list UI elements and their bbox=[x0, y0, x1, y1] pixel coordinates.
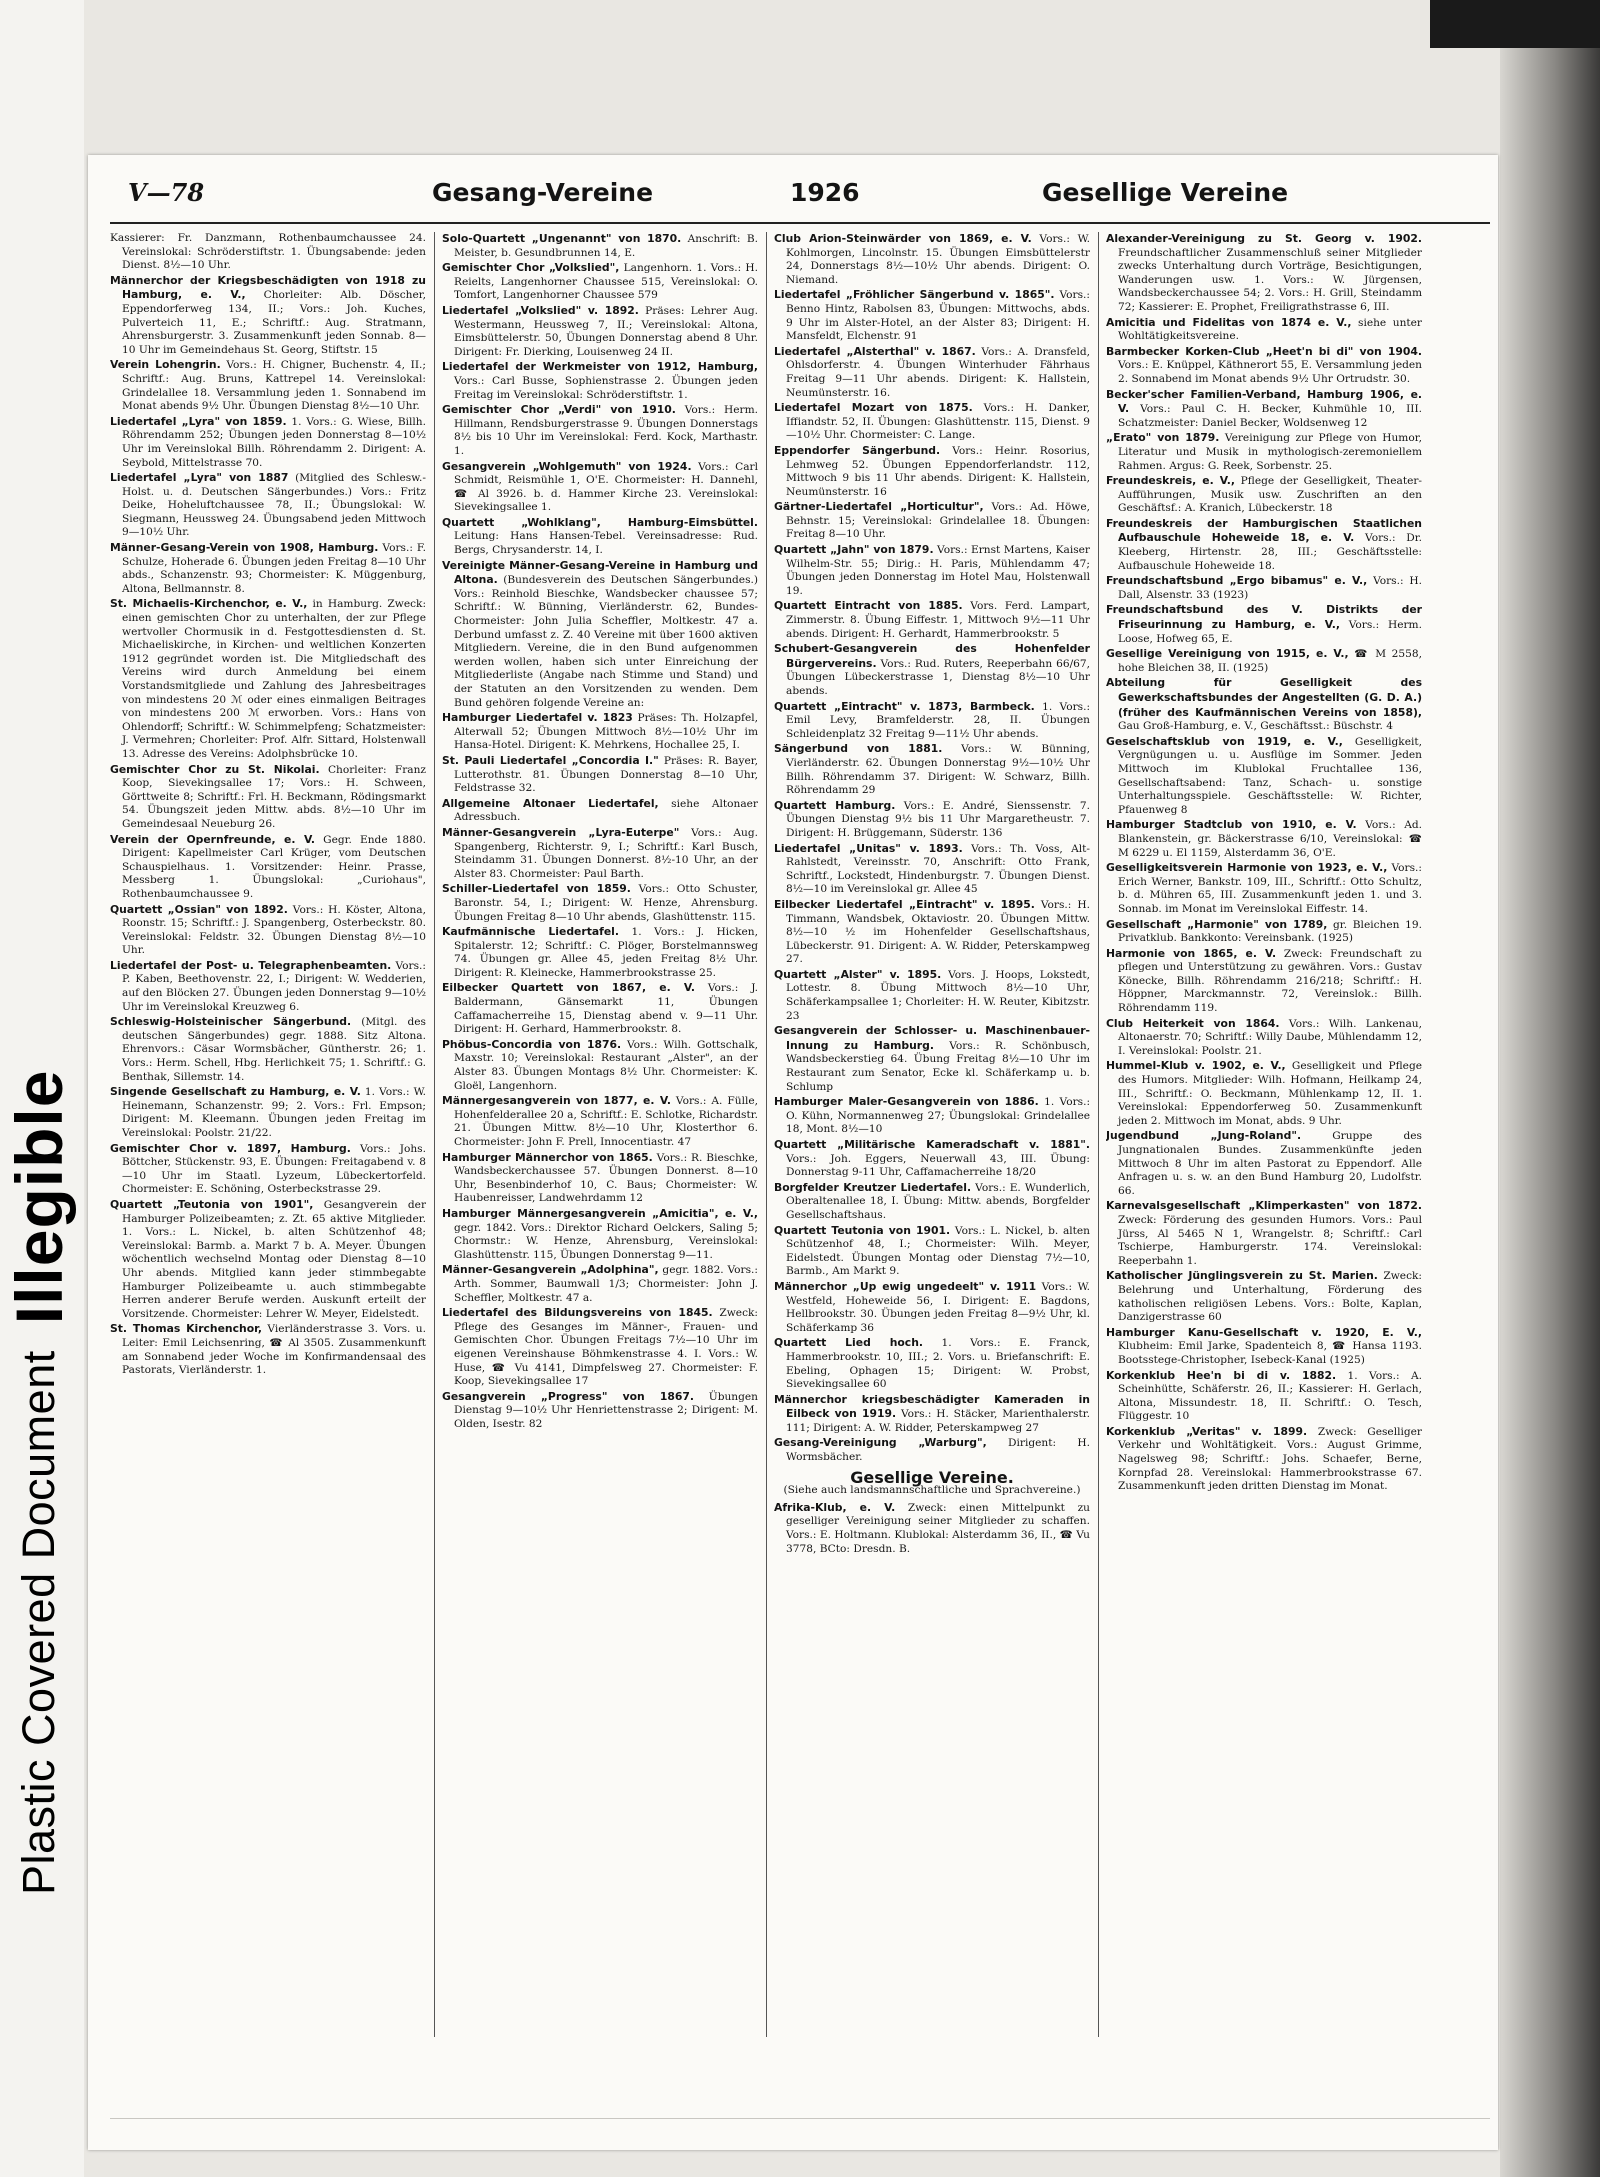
scan-dark-corner bbox=[1430, 0, 1600, 48]
entry-title: Amicitia und Fidelitas von 1874 e. V., bbox=[1106, 315, 1352, 329]
entry-text: Vors.: H. Köster, Altona, Roonstr. 15; Schriftf.: J. Spangenberg, Osterbeckstr. 80. Vereinslokal: Feldstr. 32. Übungen Dienstag 8½—10 Uhr. bbox=[122, 903, 426, 957]
entry-text: Vors.: Aug. Spangenberg, Richterstr. 9, I.; Schriftf.: Karl Busch, Steindamm 31. Übungen Donnerst. 8½-10 Uhr, an der Alster 83. Chormeister: Paul Barth. bbox=[454, 826, 758, 880]
page-year: 1926 bbox=[790, 178, 860, 207]
entry-title: Geselschaftsklub von 1919, e. V., bbox=[1106, 734, 1343, 748]
directory-entry bbox=[774, 968, 1090, 1023]
entry-title: Hamburger Maler-Gesangverein von 1886. bbox=[774, 1095, 1039, 1109]
entry-title: Quartett Teutonia von 1901. bbox=[774, 1223, 951, 1237]
directory-entry bbox=[442, 1151, 758, 1206]
directory-entry bbox=[1106, 647, 1422, 675]
directory-entry bbox=[1106, 1129, 1422, 1198]
directory-entry bbox=[442, 711, 758, 753]
entry-title: Männerchor kriegsbeschädigter Kameraden in Eilbeck von 1919. bbox=[774, 1392, 1090, 1421]
directory-entry bbox=[774, 1224, 1090, 1279]
entry-text: Übungen Dienstag 9—10½ Uhr Henriettenstrasse 2; Dirigent: M. Olden, Isestr. 82 bbox=[454, 1390, 758, 1430]
entry-title: Afrika-Klub, e. V. bbox=[774, 1500, 896, 1514]
directory-entry bbox=[1106, 574, 1422, 602]
entry-title: Gesangverein „Progress" von 1867. bbox=[442, 1389, 695, 1403]
entry-text: 1. Vors.: O. Kühn, Normannenweg 27; Übungslokal: Grindelallee 18, Mont. 8½—10 bbox=[786, 1096, 1090, 1136]
entry-title: Quartett „Eintracht" v. 1873, Barmbeck. bbox=[774, 699, 1035, 713]
directory-entry bbox=[110, 833, 426, 902]
entry-text: Vors.: Ad. Blankenstein, gr. Bäckerstrasse 6/10, Vereinslokal: ☎ M 6229 u. El 1159, Alsterdamm 36, O'E. bbox=[1118, 819, 1422, 859]
entry-title: Borgfelder Kreutzer Liedertafel. bbox=[774, 1180, 972, 1194]
directory-entry bbox=[110, 541, 426, 596]
scanner-sidebar bbox=[0, 0, 84, 2177]
entry-text: ☎ M 2558, hohe Bleichen 38, II. (1925) bbox=[1118, 648, 1422, 674]
entry-text: Gesangverein der Hamburger Polizeibeamten; z. Zt. 65 aktive Mitglieder. 1. Vors.: L. Nickel, b. alten Schützenhof 48; Vereinslokal: Barmb. a. Markt 7 b. A. Meyer. Übungen wöchentlich wechselnd Montag oder Dienstag 8—10 Uhr abends. Mitglied kann jeder stimmbegabte Hamburger Polizeibeamte u. auch stimmbegabte Herren anderer Berufe werden. Auskunft erteilt der Vorsitzende. Chormeister: Lehrer W. Meyer, Eidelstedt. bbox=[122, 1198, 426, 1320]
directory-entry bbox=[110, 471, 426, 540]
entry-title: Gesangverein „Wohlgemuth" von 1924. bbox=[442, 459, 692, 473]
directory-entry bbox=[442, 826, 758, 881]
entry-text: Freundschaftlicher Zusammenschluß seiner Mitglieder zwecks Unterhaltung durch Vorträge, Besichtigungen, Wanderungen usw. 1. Vors.: W. Jürgensen, Wandsbeckerchaussee 54; 2. Vors.: H. Grill, Steindamm 72; Kassierer: E. Prophet, Freiligrathstrasse 6, III. bbox=[1118, 246, 1422, 313]
column-divider bbox=[434, 232, 435, 2037]
directory-entry bbox=[774, 1095, 1090, 1137]
directory-entry bbox=[1106, 1369, 1422, 1424]
entry-text: Vors.: Benno Hintz, Rabolsen 83, Übungen: Mittwochs, abds. 9 Uhr im Alster-Hotel, an der Alster 83; Dirigent: H. Mansfeldt, Elchenstr. 91 bbox=[786, 289, 1090, 343]
entry-text: Gegr. Ende 1880. Dirigent: Kapellmeister Carl Krüger, vom Deutschen Schauspielhaus. 1. Vorsitzender: Heinr. Prasse, Messberg 1. Übungslokal: „Curiohaus", Rothenbaumchaussee 9. bbox=[122, 833, 426, 900]
entry-title: Vereinigte Männer-Gesang-Vereine in Hamburg und Altona. bbox=[442, 558, 758, 587]
directory-entry bbox=[442, 1263, 758, 1305]
entry-text: Vors.: Ad. Höwe, Behnstr. 15; Vereinslokal: Grindelallee 18. Übungen: Freitag 8—10 Uhr. bbox=[786, 501, 1090, 541]
directory-entry bbox=[110, 1322, 426, 1377]
entry-title: „Erato" von 1879. bbox=[1106, 431, 1220, 445]
entry-text: Vors.: H. Dall, Alsenstr. 33 (1923) bbox=[1118, 575, 1422, 601]
entry-text: 1. Vors.: G. Wiese, Billh. Röhrendamm 252; Übungen jeden Donnerstag 8—10½ Uhr im Vereinslokal Billh. Röhrendamm 2. Dirigent: A. Seybold, Mittelstrasse 70. bbox=[122, 415, 426, 469]
entry-text: Vors.: Th. Voss, Alt-Rahlstedt, Vereinsstr. 70, Anschrift: Otto Frank, Schriftf., Lockstedt, Hindenburgstr. 7. Übungen Dienst. 8½—10 im Vereinslokal gr. Allee 45 bbox=[786, 842, 1090, 896]
entry-title: Liedertafel „Lyra" von 1887 bbox=[110, 471, 289, 485]
directory-entry bbox=[442, 261, 758, 303]
entry-title: Katholischer Jünglingsverein zu St. Marien. bbox=[1106, 1269, 1378, 1283]
entry-text: Vors.: Herm. Loose, Hofweg 65, E. bbox=[1118, 619, 1422, 645]
directory-entry bbox=[1106, 431, 1422, 473]
directory-entry bbox=[774, 1280, 1090, 1335]
entry-title: Liedertafel der Werkmeister von 1912, Hamburg, bbox=[442, 360, 758, 374]
directory-entry bbox=[774, 444, 1090, 499]
directory-entry bbox=[1106, 1326, 1422, 1368]
entry-title: Allgemeine Altonaer Liedertafel, bbox=[442, 796, 659, 810]
entry-title: Hummel-Klub v. 1902, e. V., bbox=[1106, 1059, 1286, 1073]
page-bottom-edge bbox=[110, 2118, 1490, 2119]
entry-text: Zweck: Belehrung und Unterhaltung, Förderung des katholischen religiösen Lebens. Vors.: Bolte, Kaplan, Danzigerstrasse 60 bbox=[1118, 1270, 1422, 1324]
entry-title: Männer-Gesang-Verein von 1908, Hamburg. bbox=[110, 541, 379, 555]
directory-entry bbox=[1106, 316, 1422, 344]
directory-entry bbox=[1106, 1017, 1422, 1059]
entry-title: Quartett „Militärische Kameradschaft v. 1881". bbox=[774, 1138, 1090, 1151]
entry-text: Vors.: Paul C. H. Becker, Kuhmühle 10, III. Schatzmeister: Daniel Becker, Woldsenweg 12 bbox=[1118, 403, 1422, 429]
text-column-3 bbox=[774, 232, 1090, 2037]
entry-title: Eilbecker Liedertafel „Eintracht" v. 1895. bbox=[774, 897, 1035, 911]
entry-text: Klubheim: Emil Jarke, Spadenteich 8, ☎ Hansa 1193. Bootsstege-Christopher, Isebeck-Kanal (1925) bbox=[1118, 1340, 1422, 1366]
entry-text: Vors.: Carl Schmidt, Reismühle 1, O'E. Chormeister: H. Dannehl, ☎ Al 3926. b. d. Hammer Kirche 23. Vereinslokal: Sievekingsallee 1. bbox=[454, 460, 758, 514]
directory-entry bbox=[442, 925, 758, 980]
entry-text: Vors.: E. Knüppel, Käthnerort 55, E. Versammlung jeden 2. Sonnabend im Monat abends 9½ Uhr Ortrudstr. 30. bbox=[1118, 359, 1422, 385]
directory-entry bbox=[442, 1207, 758, 1262]
entry-title: Quartett Eintracht von 1885. bbox=[774, 599, 963, 613]
entry-text: 1. Vors.: J. Hicken, Spitalerstr. 12; Schriftf.: C. Plöger, Borstelmannsweg 74. Übungen gr. Allee 45, jeden Freitag 8½ Uhr. Dirigent: R. Kleinecke, Hammerbrookstrasse 25. bbox=[454, 926, 758, 979]
directory-entry bbox=[1106, 603, 1422, 646]
entry-text: Vors.: Erich Werner, Bankstr. 109, III., Schriftf.: Otto Schultz, b. d. Mühren 65, III. Zusammenkunft jeden 1. und 3. Sonnab. im Monat im Vereinslokal Eiffestr. 14. bbox=[1118, 862, 1422, 915]
directory-entry bbox=[774, 642, 1090, 698]
entry-text: Vierländerstrasse 3. Vors. u. Leiter: Emil Leichsenring, ☎ Al 3505. Zusammenkunft am Sonnabend jeder Woche im Konfirmandensaal des Pastorats, Vierländerstr. 1. bbox=[122, 1323, 426, 1377]
entry-title: Verein Lohengrin. bbox=[110, 358, 221, 372]
entry-title: Schleswig-Holsteinischer Sängerbund. bbox=[110, 1015, 352, 1029]
entry-text: in Hamburg. Zweck: einen gemischten Chor zu unterhalten, der zur Pflege wertvoller Chormusik in d. Festgottesdiensten d. St. Michaeliskirche, in Kirchen- und weltlichen Konzerten 1912 gegründet worden ist. Die Mitgliedschaft des Vereins wird durch Anmeldung bei einem Vorstandsmitgliede und Zahlung des Jahresbeitrages von mindestens 20 ℳ oder eines einmaligen Beitrages von mindestens 200 ℳ erworben. Vors.: Hans von Ohlendorff; Schriftf.: W. Schimmelpfeng; Schatzmeister: J. Vermehren; Chorleiter: Prof. Alfr. Sittard, Holstenwall 13. Adresse des Vereins: Adolphsbrücke 10. bbox=[122, 598, 426, 760]
entry-title: Liedertafel „Volkslied" v. 1892. bbox=[442, 303, 639, 317]
entry-text: Vors.: P. Kaben, Beethovenstr. 22, I.; Dirigent: W. Wedderien, auf den Blöcken 27. Übungen jeden Donnerstag 9—10½ Uhr im Vereinslokal Kreuzweg 6. bbox=[122, 959, 426, 1013]
section-title-right: Gesellige Vereine bbox=[1042, 178, 1289, 207]
directory-entry bbox=[1106, 735, 1422, 818]
directory-entry bbox=[1106, 1199, 1422, 1268]
entry-title: Liedertafel des Bildungsvereins von 1845. bbox=[442, 1306, 713, 1320]
entry-title: Männer-Gesangverein „Adolphina", bbox=[442, 1263, 659, 1277]
entry-text: Geselligkeit, Vergnügungen u. u. Ausflüge im Sommer. Jeden Mittwoch im Klublokal Fruchtallee 136, Gesellschaftsabend: Tanz, Schach- u. sonstige Unterhaltungsspiele. Geschäftsstelle: W. Richter, Pfauenweg 8 bbox=[1118, 735, 1422, 816]
entry-title: Gesangverein der Schlosser- u. Maschinenbauer-Innung zu Hamburg. bbox=[774, 1024, 1090, 1052]
entry-text: Vors.: Rud. Ruters, Reeperbahn 66/67, Übungen Lübeckerstrasse 1, Dienstag 8½—10 Uhr abends. bbox=[786, 657, 1090, 697]
entry-text: Pflege der Geselligkeit, Theater-Aufführungen, Musik usw. Zuschriften an den Geschäftsf.: A. Kranich, Lübeckerstr. 18 bbox=[1118, 475, 1422, 515]
directory-entry bbox=[774, 1336, 1090, 1391]
entry-title: Karnevalsgesellschaft „Klimperkasten" von 1872. bbox=[1106, 1199, 1422, 1213]
header-rule bbox=[110, 222, 1490, 224]
entry-text: Vors.: Herm. Hillmann, Rendsburgerstrasse 9. Übungen Donnerstags 8½ bis 10 Uhr im Vereinslokal: Ferd. Kock, Marthastr. 1. bbox=[454, 404, 758, 457]
entry-text: Vors.: H. Timmann, Wandsbek, Oktaviostr. 20. Übungen Mittw. 8½—10 ½ im Hohenfelder Gesellschaftshaus, Lübeckerstr. 91. Dirigent: A. W. Ridder, Peterskampweg 27. bbox=[786, 898, 1090, 966]
directory-entry bbox=[442, 460, 758, 515]
entry-text: Vors.: H. Chigner, Buchenstr. 4, II.; Schriftf.: Aug. Bruns, Kattrepel 14. Vereinslokal: Grindelallee 18. Versammlung jeden 1. Sonnabend im Monat abends 9½ Uhr. Übungen Dienstag 8½—10 Uhr. bbox=[122, 359, 426, 413]
entry-text: Zweck: Förderung des gesunden Humors. Vors.: Paul Jürss, Al 5465 N 1, Wrangelstr. 8; Schriftf.: Carl Tschierpe, Hamburgerstr. 174. Vereinslokal: Reeperbahn 1. bbox=[1118, 1213, 1422, 1267]
entry-text: Vors.: F. Schulze, Hoherade 6. Übungen jeden Freitag 8—10 Uhr abds., Schanzenstr. 93; Chormeister: K. Müggenburg, Altona, Bellmannstr. 8. bbox=[122, 542, 426, 595]
directory-entry bbox=[774, 742, 1090, 797]
entry-title: Quartett „Alster" v. 1895. bbox=[774, 967, 942, 981]
directory-entry bbox=[442, 360, 758, 402]
entry-text: 1. Vors.: Emil Levy, Bramfelderstr. 28, II. Übungen Schleidenplatz 32 Freitag 9—11½ Uhr abends. bbox=[786, 700, 1090, 740]
entry-title: Gärtner-Liedertafel „Horticultur", bbox=[774, 500, 984, 514]
entry-title: Gemischter Chor v. 1897, Hamburg. bbox=[110, 1141, 351, 1155]
directory-entry bbox=[110, 1015, 426, 1084]
entry-title: Gesellige Vereinigung von 1915, e. V., bbox=[1106, 647, 1349, 661]
entry-title: Männergesangverein von 1877, e. V. bbox=[442, 1094, 671, 1108]
entry-title: Freundschaftsbund „Ergo bibamus" e. V., bbox=[1106, 574, 1368, 588]
entry-text: gegr. 1882. Vors.: Arth. Sommer, Baumwall 1/3; Chormeister: John J. Scheffler, Moltkestr. 47 a. bbox=[454, 1264, 758, 1304]
directory-entry bbox=[110, 1198, 426, 1321]
entry-text: Vors.: H. Danker, Iffiandstr. 52, II. Übungen: Glashüttenstr. 115, Dienst. 9—10½ Uhr. Chormeister: C. Lange. bbox=[786, 402, 1090, 442]
entry-title: Hamburger Männergesangverein „Amicitia", e. V., bbox=[442, 1206, 758, 1220]
directory-entry bbox=[442, 1094, 758, 1149]
directory-entry bbox=[1106, 676, 1422, 733]
entry-text: Vors.: Dr. Kleeberg, Hirtenstr. 28, III.; Geschäftsstelle: Aufbauschule Hoheweide 18. bbox=[1118, 532, 1422, 572]
entry-title: Gesang-Vereinigung „Warburg", bbox=[774, 1436, 987, 1450]
directory-entry bbox=[442, 304, 758, 359]
column-divider bbox=[766, 232, 767, 2037]
entry-title: Hamburger Männerchor von 1865. bbox=[442, 1150, 653, 1164]
entry-title: Club Heiterkeit von 1864. bbox=[1106, 1016, 1280, 1030]
entry-title: Liedertafel „Alsterthal" v. 1867. bbox=[774, 344, 976, 358]
entry-text: siehe Altonaer Adressbuch. bbox=[454, 797, 758, 824]
directory-entry bbox=[1106, 345, 1422, 387]
entry-title: Schubert-Gesangverein des Hohenfelder Bürgervereins. bbox=[774, 642, 1090, 670]
directory-entry bbox=[110, 1085, 426, 1140]
entry-title: Liedertafel „Lyra" von 1859. bbox=[110, 414, 287, 428]
entry-text: 1. Vors.: A. Scheinhütte, Schäferstr. 26, II.; Kassierer: H. Gerlach, Altona, Missundestr. 18, II. Schriftf.: O. Tesch, Flüggestr. 10 bbox=[1118, 1369, 1422, 1423]
entry-text: gegr. 1842. Vors.: Direktor Richard Oelckers, Saling 5; Chormstr.: W. Henze, Ahrensburg, Vereinslokal: Glashüttenstr. 115, Übungen Donnerstag 9—11. bbox=[454, 1221, 758, 1261]
directory-entry bbox=[774, 1501, 1090, 1556]
entry-text: Chorleiter: Alb. Döscher, Eppendorferweg 134, II.; Vors.: Joh. Kuches, Pulverteich 11, E.; Schriftf.: Aug. Stratmann, Ahrensburgerstr. 3. Zusammenkunft jeden Sonnab. 8—10 Uhr im Gemeindehaus St. Georg, Stiftstr. 15 bbox=[122, 289, 426, 356]
entry-text: Vors. J. Hoops, Lokstedt, Lottestr. 8. Übung Mittwoch 8½—10 Uhr, Schäferkampsallee 1; Chorleiter: H. W. Reuter, Kibitzstr. 23 bbox=[786, 968, 1090, 1022]
directory-entry bbox=[1106, 232, 1422, 315]
directory-entry bbox=[774, 898, 1090, 967]
directory-entry bbox=[774, 1024, 1090, 1094]
entry-title: Abteilung für Geselligkeit des Gewerkschaftsbundes der Angestellten (G. D. A.) (früher des Kaufmännischen Vereins von 1858), bbox=[1106, 676, 1422, 719]
entry-text: (Mitgl. des deutschen Sängerbundes) gegr. 1888. Sitz Altona. Ehrenvors.: Cäsar Wormsbächer, Güntherstr. 26; 1. Vors.: Herm. Schell, Hbg. Herlichkeit 75; 1. Schriftf.: G. Benthak, Sillemstr. 14. bbox=[122, 1016, 426, 1083]
directory-entry bbox=[442, 516, 758, 558]
directory-entry bbox=[1106, 861, 1422, 916]
directory-entry bbox=[110, 763, 426, 832]
sidebar-label bbox=[2, 845, 76, 1895]
entry-title: Liedertafel der Post- u. Telegraphenbeamten. bbox=[110, 958, 392, 972]
entry-title: Jugendbund „Jung-Roland". bbox=[1106, 1129, 1302, 1143]
entry-title: Schiller-Liedertafel von 1859. bbox=[442, 882, 631, 896]
entry-text: Präses: R. Bayer, Lutterothstr. 81. Übungen Donnerstag 8—10 Uhr, Feldstrasse 32. bbox=[454, 754, 758, 795]
entry-title: Hamburger Stadtclub von 1910, e. V. bbox=[1106, 818, 1357, 832]
directory-entry bbox=[442, 1306, 758, 1389]
directory-entry bbox=[1106, 388, 1422, 431]
entry-text: Vors.: Otto Schuster, Baronstr. 54, I.; Dirigent: W. Henze, Ahrensburg. Übungen Freitag 8—10 Uhr abends, Glashüttenstr. 115. bbox=[454, 883, 758, 923]
scan-edge-shadow bbox=[1500, 0, 1600, 2177]
directory-entry bbox=[442, 882, 758, 924]
entry-title: Harmonie von 1865, e. V. bbox=[1106, 946, 1277, 960]
entry-text: Vors.: Wilh. Gottschalk, Maxstr. 10; Vereinslokal: Restaurant „Alster", an der Alster 83. Übungen Montags 8½ Uhr. Chormeister: K. Gloël, Langenhorn. bbox=[454, 1038, 758, 1092]
directory-entry bbox=[774, 1181, 1090, 1223]
text-column-1 bbox=[110, 232, 426, 2037]
directory-entry bbox=[774, 1393, 1090, 1436]
entry-text: Vors.: W. Bünning, Vierländerstr. 62. Übungen Donnerstag 9½—10½ Uhr Billh. Röhrendamm 37. Dirigent: W. Schwarz, Billh. Röhrendamm 29 bbox=[786, 743, 1090, 797]
entry-text: Vors.: Wilh. Lankenau, Altonaerstr. 70; Schriftf.: Willy Daube, Mühlendamm 12, I. Vereinslokal: Poolstr. 21. bbox=[1118, 1017, 1422, 1057]
entry-text: gr. Bleichen 19. Privatklub. Bankkonto: Vereinsbank. (1925) bbox=[1118, 918, 1422, 945]
entry-title: Phöbus-Concordia von 1876. bbox=[442, 1037, 622, 1051]
entry-text: 1. Vors.: E. Franck, Hammerbrookstr. 10, III.; 2. Vors. u. Briefanschrift: E. Ebeling, Ophagen 15; Dirigent: W. Probst, Sievekingsallee 60 bbox=[786, 1337, 1090, 1391]
entry-title: Quartett „Jahn" von 1879. bbox=[774, 543, 934, 557]
entry-title: Gemischter Chor „Verdi" von 1910. bbox=[442, 403, 676, 417]
entry-text: Vors.: R. Schönbusch, Wandsbeckerstieg 64. Übung Freitag 8½—10 Uhr im Restaurant zum Senator, Ecke kl. Schäferkamp u. b. Schlump bbox=[786, 1039, 1090, 1093]
entry-text: 1. Vors.: W. Heinemann, Schanzenstr. 99; 2. Vors.: Frl. Empson; Dirigent: M. Kleemann. Übungen jeden Freitag im Vereinslokal: Poolstr. 21/22. bbox=[122, 1086, 426, 1139]
entry-text: Vors.: A. Dransfeld, Ohlsdorferstr. 4. Übungen Winterhuder Fährhaus Freitag 9—11 Uhr abends. Dirigent: K. Hallstein, Neumünsterstr. 16. bbox=[786, 345, 1090, 399]
directory-entry bbox=[774, 345, 1090, 400]
entry-text: Vereinigung zur Pflege von Humor, Literatur und Musik in mythologisch-zeremoniellem Rahmen. Argus: G. Reek, Sorbenstr. 25. bbox=[1118, 432, 1422, 472]
entry-title: Quartett Hamburg. bbox=[774, 798, 896, 812]
entry-text: Vors.: Carl Busse, Sophienstrasse 2. Übungen jeden Freitag im Vereinslokal: Schröderstiftstr. 1. bbox=[454, 374, 758, 401]
entry-title: Club Arion-Steinwärder von 1869, e. V. bbox=[774, 232, 1032, 245]
entry-title: Becker'scher Familien-Verband, Hamburg 1906, e. V. bbox=[1106, 387, 1422, 416]
directory-entry bbox=[1106, 1269, 1422, 1324]
section-subheading: (Siehe auch landsmannschaftliche und Sprachvereine.) bbox=[783, 1484, 1081, 1497]
entry-text: Leitung: Hans Hansen-Tebel. Vereinsadresse: Rud. Bergs, Chrysanderstr. 14, I. bbox=[454, 530, 758, 557]
directory-entry bbox=[774, 1138, 1090, 1180]
directory-entry bbox=[442, 559, 758, 711]
entry-text: Anschrift: B. Meister, b. Gesundbrunnen 14, E. bbox=[454, 233, 758, 259]
directory-entry bbox=[774, 500, 1090, 542]
text-column-4 bbox=[1106, 232, 1422, 2037]
entry-text: Vors.: Heinr. Rosorius, Lehmweg 52. Übungen Eppendorferlandstr. 112, Mittwoch 9 bis 11 Uhr abends. Dirigent: K. Hallstein, Neumünsterstr. 16 bbox=[786, 444, 1090, 498]
entry-text: Dirigent: H. Wormsbächer. bbox=[786, 1437, 1090, 1464]
entry-title: Singende Gesellschaft zu Hamburg, e. V. bbox=[110, 1085, 361, 1099]
page-header bbox=[110, 172, 1490, 212]
entry-text: Kassierer: Fr. Danzmann, Rothenbaumchaussee 24. Vereinslokal: Schröderstiftstr. 1. Übungsabende: jeden Dienst. 8½—10 Uhr. bbox=[110, 232, 426, 272]
entry-text: Zweck: Geselliger Verkehr und Wohltätigkeit. Vors.: August Grimme, Nagelsweg 98; Schriftf.: Johs. Schaefer, Berne, Kornpfad 28. Vereinslokal: Hammerbrookstrasse 67. Zusammenkunft jeden dritten Dienstag im Monat. bbox=[1118, 1425, 1422, 1493]
directory-entry bbox=[774, 599, 1090, 641]
entry-text: Vors.: L. Nickel, b. alten Schützenhof 48, I.; Chormeister: Wilh. Meyer, Eidelstedt. Übungen Montag oder Dienstag 7½—10, Barmb., Am Markt 9. bbox=[786, 1224, 1090, 1278]
entry-title: Liedertafel Mozart von 1875. bbox=[774, 401, 973, 415]
directory-entry bbox=[1106, 918, 1422, 946]
entry-text: Vors.: R. Bieschke, Wandsbeckerchaussee 57. Übungen Donnerst. 8—10 Uhr, Besenbinderhof 10, C. Baus; Chormeister: W. Haubenreisser, Landwehrdamm 12 bbox=[454, 1151, 758, 1205]
entry-title: Freundeskreis, e. V., bbox=[1106, 474, 1235, 488]
entry-text: Präses: Th. Holzapfel, Alterwall 52; Übungen Mittwoch 8½—10½ Uhr im Hansa-Hotel. Dirigent: K. Mehrkens, Hochallee 25, I. bbox=[454, 712, 758, 752]
column-divider bbox=[1098, 232, 1099, 2037]
entry-title: Quartett „Teutonia von 1901", bbox=[110, 1197, 314, 1211]
entry-text: Vors.: Ernst Martens, Kaiser Wilhelm-Str. 55; Dirig.: H. Paris, Mühlendamm 47; Übungen jeden Donnerstag im Hotel Mau, Holstenwall 19. bbox=[786, 544, 1090, 597]
entry-title: Alexander-Vereinigung zu St. Georg v. 1902. bbox=[1106, 232, 1422, 245]
entry-title: Liedertafel „Unitas" v. 1893. bbox=[774, 841, 963, 855]
entry-text: Vors.: E. André, Sienssenstr. 7. Übungen Dienstag 9½ bis 11 Uhr Margaretheustr. 7. Dirigent: H. Brüggemann, Süderstr. 136 bbox=[786, 799, 1090, 839]
directory-entry bbox=[1106, 517, 1422, 573]
directory-entry bbox=[110, 903, 426, 958]
entry-title: St. Pauli Liedertafel „Concordia I." bbox=[442, 753, 659, 767]
directory-entry bbox=[1106, 947, 1422, 1016]
directory-entry bbox=[110, 959, 426, 1014]
entry-title: Kaufmännische Liedertafel. bbox=[442, 925, 619, 939]
directory-entry bbox=[774, 232, 1090, 287]
entry-title: Freundschaftsbund des V. Distrikts der Friseurinnung zu Hamburg, e. V., bbox=[1106, 603, 1422, 632]
entry-text: Präses: Lehrer Aug. Westermann, Heussweg 7, II.; Vereinslokal: Altona, Eimsbüttelerstr. 50, Übungen Donnerstag abend 8 Uhr. Dirigent: Fr. Dierking, Louisenweg 24 II. bbox=[454, 304, 758, 358]
entry-text: Vors.: A. Fülle, Hohenfelderallee 20 a, Schriftf.: E. Schlotke, Richardstr. 21. Übungen Mittw. 8½—10 Uhr, Klosterthor 6. Chormeister: John F. Prell, Innocentiastr. 47 bbox=[454, 1095, 758, 1148]
entry-text: Vors.: H. Stäcker, Marienthalerstr. 111; Dirigent: A. W. Ridder, Peterskampweg 27 bbox=[786, 1408, 1090, 1434]
entry-title: Gesellschaft „Harmonie" von 1789, bbox=[1106, 917, 1328, 931]
directory-entry bbox=[774, 288, 1090, 343]
entry-title: Gemischter Chor „Volkslied", bbox=[442, 261, 620, 275]
directory-entry bbox=[442, 1038, 758, 1093]
directory-entry bbox=[1106, 474, 1422, 516]
entry-text: (Bundesverein des Deutschen Sängerbundes.) Vors.: Reinhold Bieschke, Wandsbecker chaussee 57; Schriftf.: W. Bünning, Vierländerstr. 62, Bundes-Chormeister: John Julia Scheffler, Moltkestr. 47 a. Derbund umfasst z. Z. 40 Vereine mit über 1600 aktiven Mitgliedern. Vereine, die in den Bund aufgenommen werden wollen, haben sich unter Einreichung der Mitgliederliste (Angabe nach Stimme und Stand) und der Statuten an den Vorsitzenden zu wenden. Dem Bund gehören folgende Vereine an: bbox=[454, 574, 758, 709]
entry-text: Vors. Ferd. Lampart, Zimmerstr. 8. Übung Eiffestr. 1, Mittwoch 9½—11 Uhr abends. Dirigent: H. Gerhardt, Hammerbrookstr. 5 bbox=[786, 600, 1090, 640]
entry-text: Gau Groß-Hamburg, e. V., Geschäftsst.: Büschstr. 4 bbox=[1118, 720, 1393, 733]
entry-title: Korkenklub Hee'n bi di v. 1882. bbox=[1106, 1368, 1337, 1382]
entry-text: Langenhorn. 1. Vors.: H. Reielts, Langenhorner Chaussee 515, Vereinslokal: O. Tomfort, Langenhorner Chaussee 579 bbox=[454, 262, 758, 302]
directory-entry bbox=[774, 842, 1090, 897]
directory-entry bbox=[110, 274, 426, 358]
entry-text: Vors.: Johs. Böttcher, Stückenstr. 93, E. Übungen: Freitagabend v. 8—10 Uhr im Staatl. Lyzeum, Lübeckertorfeld. Chormeister: E. Schöning, Osterbeckstrasse 29. bbox=[122, 1142, 426, 1196]
entry-title: Quartett „Wohlklang", Hamburg-Eimsbüttel. bbox=[442, 515, 758, 529]
section-title-left: Gesang-Vereine bbox=[432, 178, 654, 207]
entry-title: Männer-Gesangverein „Lyra-Euterpe" bbox=[442, 825, 680, 839]
entry-title: St. Thomas Kirchenchor, bbox=[110, 1322, 262, 1336]
entry-title: Eppendorfer Sängerbund. bbox=[774, 443, 941, 457]
entry-title: Liedertafel „Fröhlicher Sängerbund v. 1865". bbox=[774, 288, 1055, 302]
directory-entry bbox=[442, 797, 758, 825]
entry-title: Freundeskreis der Hamburgischen Staatlichen Aufbauschule Hoheweide 18, e. V. bbox=[1106, 516, 1422, 545]
entry-text: Vors.: J. Baldermann, Gänsemarkt 11, Übungen Caffamacherreihe 15, Dienstag abend v. 9—11 Uhr. Dirigent: H. Gerhard, Hammerbrookstr. 8. bbox=[454, 982, 758, 1036]
directory-entry bbox=[1106, 818, 1422, 860]
directory-entry bbox=[442, 232, 758, 260]
directory-entry bbox=[110, 358, 426, 413]
illegible-label: Illegible bbox=[2, 1069, 76, 1325]
entry-title: Barmbecker Korken-Club „Heet'n bi di" von 1904. bbox=[1106, 344, 1422, 358]
entry-text: siehe unter Wohltätigkeitsvereine. bbox=[1118, 316, 1422, 343]
directory-entry bbox=[110, 232, 426, 273]
entry-text: Chorleiter: Franz Koop, Sievekingsallee 17; Vors.: H. Schween, Görttweite 8; Schriftf.: Frl. H. Beckmann, Rödingsmarkt 54. Übungszeit jeden Mittw. abds. 8½—10 Uhr im Gemeindesaal Neueburg 26. bbox=[122, 763, 426, 830]
directory-entry bbox=[1106, 1425, 1422, 1494]
directory-entry bbox=[774, 543, 1090, 598]
entry-title: Korkenklub „Veritas" v. 1899. bbox=[1106, 1424, 1308, 1438]
entry-text: Vors.: Joh. Eggers, Neuerwall 43, III. Übung: Donnerstag 9-11 Uhr, Caffamacherreihe 18/20 bbox=[786, 1152, 1090, 1179]
directory-entry bbox=[774, 700, 1090, 742]
entry-title: Verein der Opernfreunde, e. V. bbox=[110, 832, 316, 846]
entry-title: Geselligkeitsverein Harmonie von 1923, e. V., bbox=[1106, 861, 1388, 875]
entry-title: Hamburger Kanu-Gesellschaft v. 1920, E. V., bbox=[1106, 1325, 1422, 1339]
directory-entry bbox=[110, 597, 426, 761]
entry-title: Männerchor „Up ewig ungedeelt" v. 1911 bbox=[774, 1279, 1037, 1293]
entry-title: Gemischter Chor zu St. Nikolai. bbox=[110, 762, 320, 776]
directory-entry bbox=[774, 401, 1090, 443]
directory-entry bbox=[1106, 1059, 1422, 1128]
page-number: V—78 bbox=[128, 178, 205, 207]
entry-title: Hamburger Liedertafel v. 1823 bbox=[442, 711, 633, 725]
entry-text: Vors.: E. Wunderlich, Oberaltenallee 18, I. Übung: Mittw. abends, Borgfelder Gesellschaftshaus. bbox=[786, 1181, 1090, 1221]
entry-text: Vors.: W. Kohlmorgen, Lincolnstr. 15. Übungen Eimsbüttelerstr 24, Donnerstags 8½—10½ Uhr abends. Dirigent: O. Niemand. bbox=[786, 233, 1090, 286]
entry-title: Eilbecker Quartett von 1867, e. V. bbox=[442, 981, 696, 995]
directory-entry bbox=[774, 1436, 1090, 1464]
entry-title: St. Michaelis-Kirchenchor, e. V., bbox=[110, 597, 308, 611]
directory-entry bbox=[110, 415, 426, 470]
entry-text: (Mitglied des Schlesw.-Holst. u. d. Deutschen Sängerbundes.) Vors.: Fritz Deike, Hoheluftchaussee 78, II.; Übungslokal: W. Siegmann, Heussweg 24. Übungsabend jeden Mittwoch 9—10½ Uhr. bbox=[122, 472, 426, 539]
entry-title: Quartett „Ossian" von 1892. bbox=[110, 902, 288, 916]
section-heading: Gesellige Vereine. bbox=[850, 1467, 1014, 1487]
directory-entry bbox=[442, 1390, 758, 1432]
entry-text: Zweck: einen Mittelpunkt zu geselliger Vereinigung seiner Mitglieder zu schaffen. Vors.: E. Holtmann. Klublokal: Alsterdamm 36, II., ☎ Vu 3778, BCto: Dresdn. B. bbox=[786, 1501, 1090, 1555]
entry-text: Geselligkeit und Pflege des Humors. Mitglieder: Wilh. Hofmann, Heilkamp 24, III., Schriftf.: O. Beckmann, Mühlenkamp 12, II. 1. Vereinslokal: Eppendorferweg 50. Zusammenkunft jeden 2. Mittwoch im Monat, abds. 9 Uhr. bbox=[1118, 1060, 1422, 1127]
entry-text: Zweck: Pflege des Gesanges im Männer-, Frauen- und Gemischten Chor. Übungen Freitags 7½—10 Uhr im eigenen Vereinshause Böhmkenstrasse 4. I. Vors.: W. Huse, ☎ Vu 4141, Dimpfelsweg 27. Chormeister: F. Koop, Sievekingsallee 17 bbox=[454, 1307, 758, 1388]
entry-text: Gruppe des Jungnationalen Bundes. Zusammenkünfte jeden Mittwoch 8 Uhr im alten Pastorat zu Eppendorf. Alle Anfragen u. s. w. an den Bund Hamburg 20, Ludolfstr. 66. bbox=[1118, 1130, 1422, 1197]
entry-title: Männerchor der Kriegsbeschädigten von 1918 zu Hamburg, e. V., bbox=[110, 273, 426, 302]
directory-entry bbox=[442, 403, 758, 458]
text-column-2 bbox=[442, 232, 758, 2037]
entry-title: Sängerbund von 1881. bbox=[774, 742, 943, 756]
directory-entry bbox=[442, 981, 758, 1036]
entry-title: Quartett Lied hoch. bbox=[774, 1336, 923, 1350]
directory-entry bbox=[774, 799, 1090, 841]
entry-text: Vors.: W. Westfeld, Hoheweide 56, I. Dirigent: E. Bagdons, Hellbrookstr. 30. Übungen jeden Freitag 8—9½ Uhr, kl. Schäferkamp 36 bbox=[786, 1280, 1090, 1334]
entry-text: Zweck: Freundschaft zu pflegen und Unterstützung zu gewähren. Vors.: Gustav Könecke, Billh. Röhrendamm 216/218; Schriftf.: H. Höppner, Marckmannstr. 72, Vereinslok.: Billh. Röhrendamm 119. bbox=[1118, 947, 1422, 1015]
directory-entry bbox=[110, 1142, 426, 1197]
directory-entry bbox=[442, 754, 758, 796]
entry-title: Solo-Quartett „Ungenannt" von 1870. bbox=[442, 232, 682, 245]
plastic-covered-label: Plastic Covered Document bbox=[13, 1350, 64, 1895]
